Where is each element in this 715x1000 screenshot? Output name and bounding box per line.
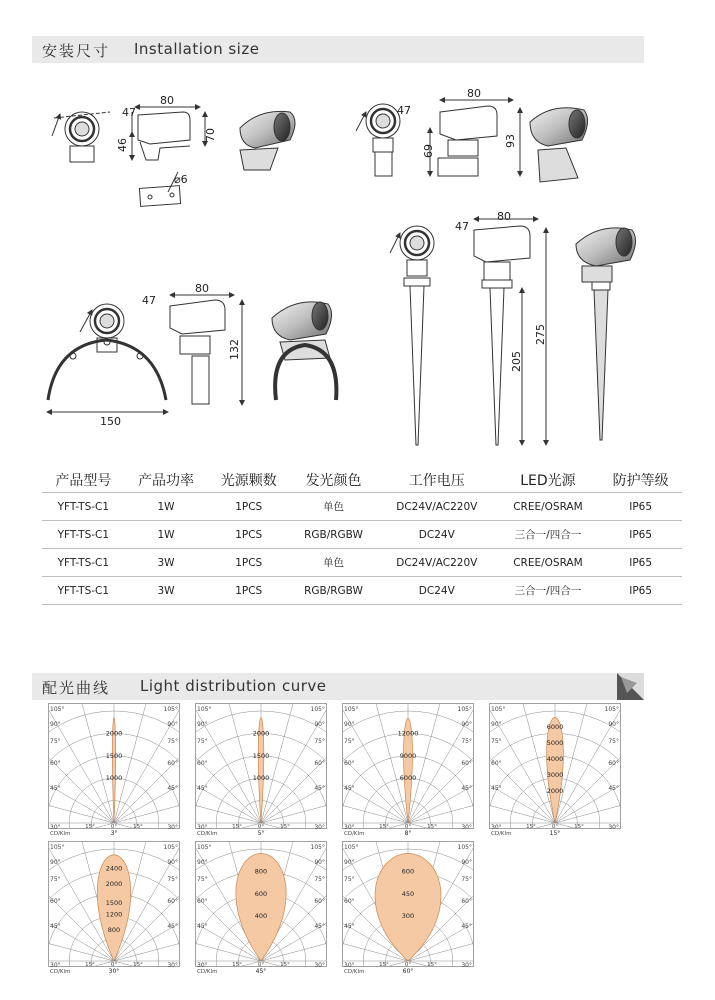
polar-chart-15deg [489, 703, 621, 837]
angle-label: 60° [50, 898, 61, 905]
beam-angle-label: 5° [257, 830, 265, 837]
angle-label: 60° [197, 898, 208, 905]
angle-label: 0° [257, 824, 265, 830]
polar-chart-3deg [48, 703, 180, 837]
angle-label: 90° [50, 721, 61, 728]
radial-tick-label: 2000 [105, 729, 123, 738]
angle-label: 15° [574, 824, 584, 830]
unit-label: CD/Klm [491, 831, 512, 837]
dim-80-a: 80 [160, 94, 174, 107]
cell-led-source: CREE/OSRAM [497, 549, 600, 577]
radial-tick-label: 12000 [397, 729, 419, 738]
angle-label: 15° [379, 962, 389, 968]
col-header-led-count: 光源颗数 [220, 473, 277, 489]
corner-fold-icon [617, 673, 644, 700]
angle-label: 30° [608, 824, 619, 831]
cell-voltage: DC24V [377, 577, 497, 605]
angle-label: 105° [50, 706, 65, 713]
cell-power: 1W [125, 521, 208, 549]
angle-label: 45° [167, 785, 178, 792]
radial-tick-label: 600 [401, 867, 415, 876]
installation-title-cn: 安装尺寸 [42, 42, 111, 60]
angle-label: 105° [50, 844, 65, 851]
angle-label: 105° [163, 844, 178, 851]
angle-label: 15° [526, 824, 536, 830]
radial-tick-label: 600 [254, 889, 268, 898]
beam-angle-label: 30° [108, 968, 120, 975]
angle-label: 45° [50, 785, 61, 792]
angle-label: 0° [110, 824, 118, 830]
angle-label: 15° [85, 962, 95, 968]
cell-color: RGB/RGBW [290, 577, 377, 605]
table-row [42, 577, 682, 605]
angle-label: 30° [197, 962, 208, 969]
angle-label: 75° [314, 738, 325, 745]
angle-label: 30° [167, 962, 178, 969]
polar-chart-8deg [342, 703, 474, 837]
radial-tick-label: 2000 [546, 787, 564, 795]
angle-label: 75° [344, 738, 355, 745]
angle-label: 45° [314, 923, 325, 930]
radial-tick-label: 1500 [105, 899, 123, 908]
angle-label: 90° [461, 721, 472, 728]
polar-chart-60deg [342, 841, 474, 975]
radial-tick-label: 6000 [399, 774, 417, 783]
drawing-base-mount [356, 100, 588, 182]
angle-label: 30° [167, 824, 178, 831]
beam-angle-label: 15° [549, 830, 561, 837]
angle-label: 90° [461, 859, 472, 866]
grid-spoke [555, 823, 715, 875]
angle-label: 105° [197, 844, 212, 851]
angle-label: 75° [608, 738, 619, 745]
angle-label: 30° [50, 962, 61, 969]
dim-150: 150 [100, 415, 121, 428]
cell-led-source: CREE/OSRAM [497, 493, 600, 521]
cell-led-count: 1PCS [207, 493, 290, 521]
angle-label: 30° [344, 962, 355, 969]
angle-label: 60° [197, 760, 208, 767]
angle-label: 75° [50, 876, 61, 883]
drawing-bracket-mount [52, 107, 295, 206]
drawing-linework [47, 100, 636, 445]
angle-label: 45° [167, 923, 178, 930]
angle-label: 30° [50, 824, 61, 831]
radial-tick-label: 2400 [105, 864, 123, 873]
angle-label: 30° [344, 824, 355, 831]
polar-chart-30deg [48, 841, 180, 975]
radial-tick-label: 1200 [105, 910, 123, 919]
radial-tick-label: 5000 [546, 739, 564, 747]
spec-table-header [42, 468, 682, 493]
angle-label: 30° [461, 824, 472, 831]
angle-label: 75° [461, 738, 472, 745]
angle-label: 75° [314, 876, 325, 883]
angle-label: 45° [197, 785, 208, 792]
angle-label: 45° [314, 785, 325, 792]
dim-80-d: 80 [195, 282, 209, 295]
radial-tick-label: 3000 [546, 771, 564, 779]
radial-tick-label: 800 [254, 867, 268, 876]
angle-label: 60° [491, 760, 502, 767]
angle-label: 105° [604, 706, 619, 713]
angle-label: 90° [344, 859, 355, 866]
radial-tick-label: 1500 [105, 751, 123, 760]
angle-label: 105° [457, 706, 472, 713]
cell-model: YFT-TS-C1 [42, 521, 125, 549]
radial-tick-label: 450 [401, 889, 415, 898]
cell-led-count: 1PCS [207, 521, 290, 549]
angle-label: 90° [167, 721, 178, 728]
light-title-en: Light distribution curve [140, 677, 327, 695]
angle-label: 15° [427, 824, 437, 830]
angle-label: 105° [310, 706, 325, 713]
cell-ip-rating: IP65 [599, 549, 682, 577]
angle-label: 45° [50, 923, 61, 930]
drawing-clamp-mount [47, 295, 336, 412]
radial-tick-label: 9000 [399, 751, 417, 760]
beam-angle-label: 3° [110, 830, 118, 837]
radial-tick-label: 800 [107, 926, 121, 935]
angle-label: 0° [110, 962, 118, 968]
col-header-voltage: 工作电压 [408, 473, 465, 489]
dim-275: 275 [534, 324, 547, 345]
unit-label: CD/Klm [344, 831, 365, 837]
table-row [42, 521, 682, 549]
beam-angle-label: 8° [404, 830, 412, 837]
cell-model: YFT-TS-C1 [42, 577, 125, 605]
unit-label: CD/Klm [344, 969, 365, 975]
radial-tick-label: 1500 [252, 751, 270, 760]
radial-tick-label: 2000 [252, 729, 270, 738]
spec-table [42, 468, 682, 605]
cell-voltage: DC24V/AC220V [377, 493, 497, 521]
unit-label: CD/Klm [50, 831, 71, 837]
cell-ip-rating: IP65 [599, 521, 682, 549]
dim-47-c: 47 [455, 220, 469, 233]
col-header-power: 产品功率 [138, 473, 195, 489]
angle-label: 105° [344, 844, 359, 851]
polar-chart-5deg [195, 703, 327, 837]
angle-label: 45° [461, 923, 472, 930]
angle-label: 105° [457, 844, 472, 851]
beam-angle-label: 60° [402, 968, 414, 975]
angle-label: 15° [85, 824, 95, 830]
installation-size-header [32, 36, 644, 63]
angle-label: 105° [163, 706, 178, 713]
angle-label: 45° [197, 923, 208, 930]
radial-tick-label: 1000 [105, 774, 123, 783]
dim-46: 46 [116, 138, 129, 152]
angle-label: 75° [344, 876, 355, 883]
angle-label: 90° [314, 721, 325, 728]
cell-power: 3W [125, 549, 208, 577]
angle-label: 15° [232, 824, 242, 830]
angle-label: 45° [491, 785, 502, 792]
angle-label: 75° [167, 738, 178, 745]
col-header-model: 产品型号 [55, 473, 112, 489]
angle-label: 30° [197, 824, 208, 831]
angle-label: 90° [197, 721, 208, 728]
unit-label: CD/Klm [197, 831, 218, 837]
angle-label: 75° [197, 738, 208, 745]
cell-power: 1W [125, 493, 208, 521]
cell-color: 单色 [290, 493, 377, 521]
angle-label: 90° [491, 721, 502, 728]
angle-label: 15° [280, 962, 290, 968]
cell-model: YFT-TS-C1 [42, 549, 125, 577]
table-row [42, 549, 682, 577]
unit-label: CD/Klm [50, 969, 71, 975]
col-header-ip-rating: 防护等级 [612, 473, 669, 489]
polar-chart-45deg [195, 841, 327, 975]
angle-label: 75° [50, 738, 61, 745]
angle-label: 0° [551, 824, 559, 830]
angle-label: 60° [167, 760, 178, 767]
radial-tick-label: 1000 [252, 774, 270, 783]
dim-80-c: 80 [497, 210, 511, 223]
angle-label: 60° [344, 760, 355, 767]
dim-47-d: 47 [142, 294, 156, 307]
col-header-led-source: LED光源 [520, 473, 576, 489]
dim-132: 132 [228, 339, 241, 360]
angle-label: 75° [167, 876, 178, 883]
angle-label: 105° [197, 706, 212, 713]
dim-93: 93 [504, 134, 517, 148]
angle-label: 105° [491, 706, 506, 713]
angle-label: 0° [404, 962, 412, 968]
installation-title-en: Installation size [134, 40, 260, 58]
dim-205: 205 [510, 351, 523, 372]
angle-label: 30° [461, 962, 472, 969]
angle-label: 15° [379, 824, 389, 830]
cell-voltage: DC24V/AC220V [377, 549, 497, 577]
angle-label: 0° [404, 824, 412, 830]
angle-label: 60° [608, 760, 619, 767]
radial-tick-label: 4000 [546, 755, 564, 763]
angle-label: 30° [314, 824, 325, 831]
cell-color: 单色 [290, 549, 377, 577]
dim-80-b: 80 [467, 87, 481, 100]
angle-label: 60° [50, 760, 61, 767]
angle-label: 45° [461, 785, 472, 792]
angle-label: 60° [461, 760, 472, 767]
angle-label: 90° [167, 859, 178, 866]
angle-label: 30° [314, 962, 325, 969]
cell-power: 3W [125, 577, 208, 605]
dim-70: 70 [204, 128, 217, 142]
angle-label: 60° [314, 760, 325, 767]
dim-47-a: 47 [122, 106, 136, 119]
cell-led-source: 三合一/四合一 [497, 577, 600, 605]
angle-label: 90° [314, 859, 325, 866]
cell-model: YFT-TS-C1 [42, 493, 125, 521]
angle-label: 60° [344, 898, 355, 905]
installation-drawings [0, 70, 715, 455]
angle-label: 45° [344, 785, 355, 792]
cell-ip-rating: IP65 [599, 493, 682, 521]
col-header-color: 发光颜色 [305, 473, 362, 489]
angle-label: 90° [608, 721, 619, 728]
angle-label: 15° [133, 824, 143, 830]
beam-angle-label: 45° [255, 968, 267, 975]
angle-label: 75° [197, 876, 208, 883]
cell-led-count: 1PCS [207, 549, 290, 577]
light-title-cn: 配光曲线 [42, 679, 111, 697]
angle-label: 60° [167, 898, 178, 905]
angle-label: 15° [133, 962, 143, 968]
angle-label: 0° [257, 962, 265, 968]
cell-ip-rating: IP65 [599, 577, 682, 605]
angle-label: 90° [197, 859, 208, 866]
cell-led-source: 三合一/四合一 [497, 521, 600, 549]
angle-label: 75° [461, 876, 472, 883]
angle-label: 75° [491, 738, 502, 745]
angle-label: 15° [280, 824, 290, 830]
radial-tick-label: 300 [401, 912, 415, 921]
angle-label: 60° [461, 898, 472, 905]
cell-led-count: 1PCS [207, 577, 290, 605]
dim-69: 69 [422, 144, 435, 158]
angle-label: 105° [310, 844, 325, 851]
table-row [42, 493, 682, 521]
angle-label: 45° [608, 785, 619, 792]
dim-6: ⌀6 [174, 173, 188, 186]
drawing-spike-mount [390, 219, 636, 445]
radial-tick-label: 6000 [546, 723, 564, 731]
angle-label: 45° [344, 923, 355, 930]
angle-label: 105° [344, 706, 359, 713]
cell-color: RGB/RGBW [290, 521, 377, 549]
dim-47-b: 47 [397, 104, 411, 117]
angle-label: 15° [232, 962, 242, 968]
angle-label: 15° [427, 962, 437, 968]
unit-label: CD/Klm [197, 969, 218, 975]
angle-label: 30° [491, 824, 502, 831]
radial-tick-label: 400 [254, 912, 268, 921]
radial-tick-label: 2000 [105, 879, 123, 888]
angle-label: 90° [344, 721, 355, 728]
angle-label: 60° [314, 898, 325, 905]
cell-voltage: DC24V [377, 521, 497, 549]
angle-label: 90° [50, 859, 61, 866]
light-distribution-header [32, 673, 644, 700]
